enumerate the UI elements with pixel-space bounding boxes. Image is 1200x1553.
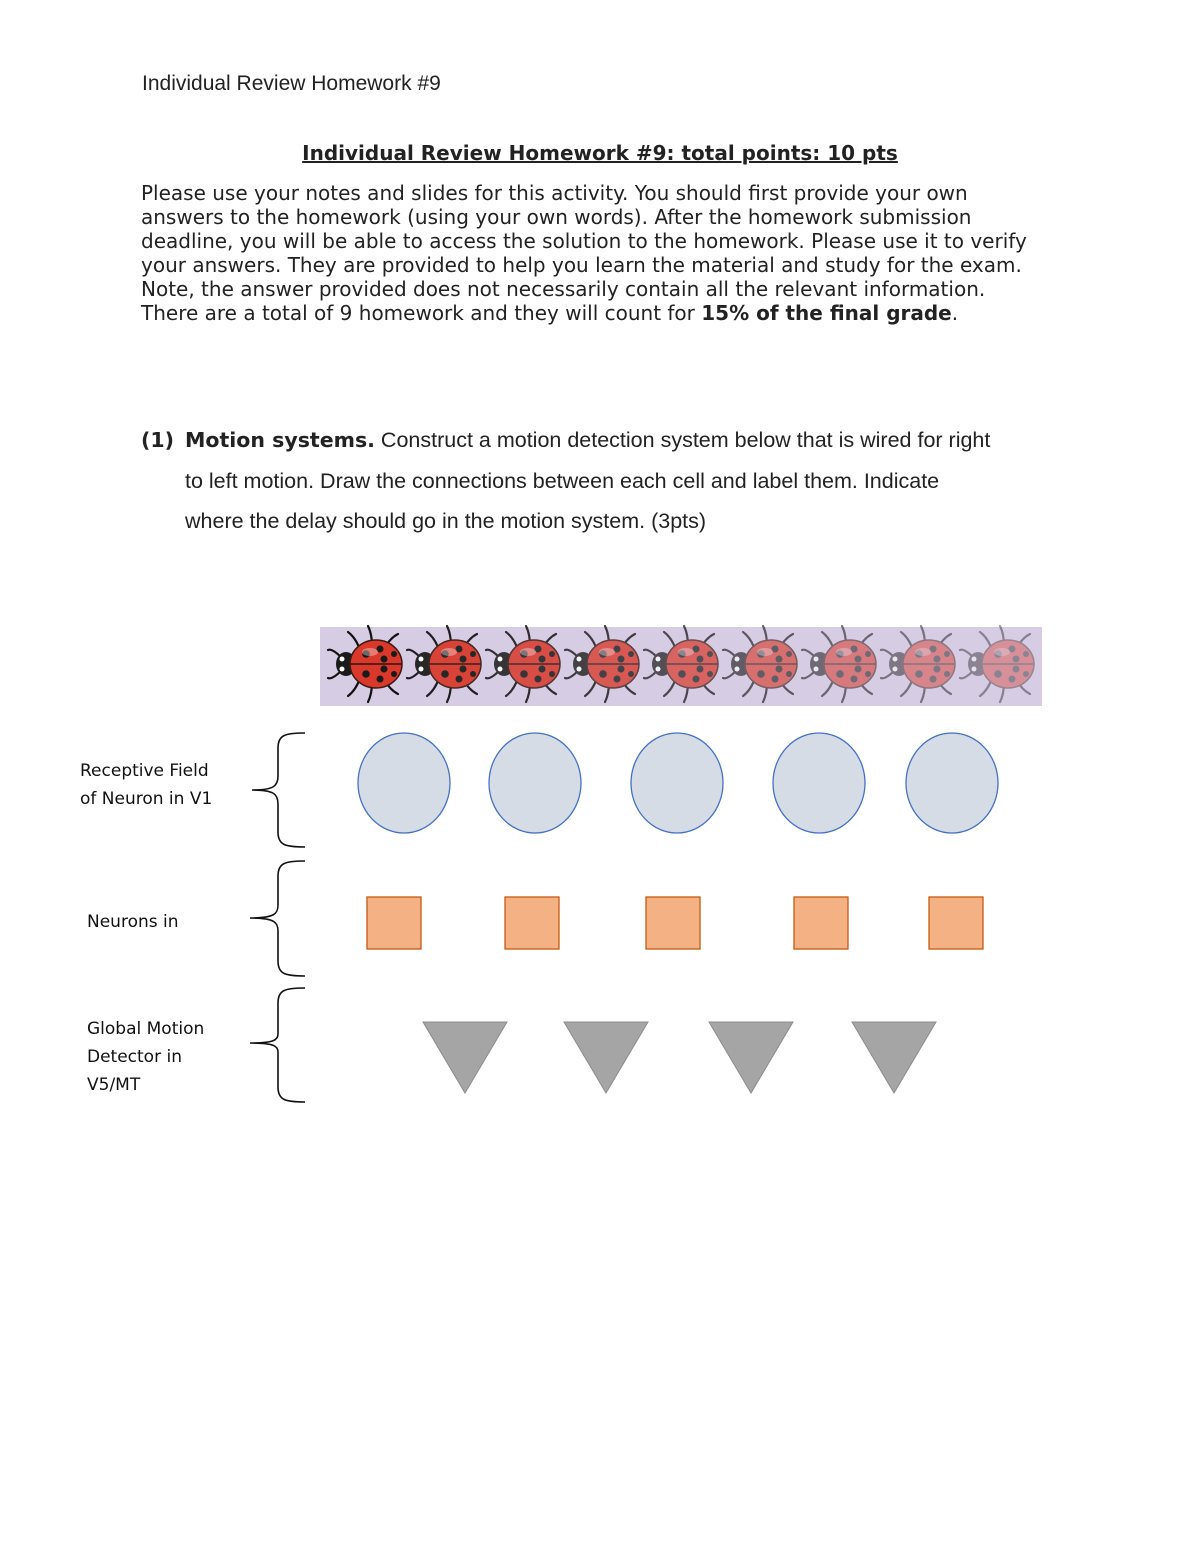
neuron-square [646,897,700,949]
label-neurons [87,908,179,936]
intro-line: deadline, you will be able to access the solution to the homework. Please use it to verify [141,229,1027,253]
motion-detector-triangle [564,1022,648,1093]
label-line: Receptive Field [80,761,209,781]
bracket-global-motion [250,988,305,1102]
label-global-motion [87,1015,204,1099]
receptive-field-circle [906,733,998,833]
bracket-receptive-field [252,733,305,847]
question-line: where the delay should go in the motion system. (3pts) [185,509,707,533]
receptive-field-circle [773,733,865,833]
question-number: (1) [141,428,175,452]
neuron-square [794,897,848,949]
global-motion-row [423,1022,936,1093]
receptive-field-row [358,733,998,833]
intro-line: your answers. They are provided to help you learn the material and study for the exam. [141,253,1022,277]
receptive-field-circle [489,733,581,833]
neuron-square [505,897,559,949]
intro-line: Please use your notes and slides for this activity. You should first provide your own [141,181,968,205]
label-line: V5/MT [87,1075,141,1095]
receptive-field-circle [358,733,450,833]
neuron-square [929,897,983,949]
page-header: Individual Review Homework #9 [142,72,441,95]
question-title: Motion systems. [185,428,375,452]
label-line: Detector in [87,1047,182,1067]
intro-grade-prefix: There are a total of 9 homework and they will count for [141,301,702,325]
label-line: Global Motion [87,1019,205,1039]
intro-grade-suffix: . [951,301,959,325]
neuron-square [367,897,421,949]
motion-detector-triangle [423,1022,507,1093]
intro-line: answers to the homework (using your own words). After the homework submission [141,205,972,229]
receptive-field-circle [631,733,723,833]
label-line: of Neuron in V1 [80,789,213,809]
intro-line: Note, the answer provided does not necessarily contain all the relevant information. [141,277,986,301]
intro-grade-bold: 15% of the final grade [701,301,952,325]
neuron-row [367,897,983,949]
question-line: to left motion. Draw the connections between each cell and label them. Indicate [185,468,940,493]
motion-detector-triangle [852,1022,936,1093]
question-line1-rest: Construct a motion detection system below that is wired for right [374,428,991,452]
label-line: Neurons in [87,912,179,932]
label-receptive-field [80,757,212,813]
homework-title-text: Individual Review Homework #9: total points: 10 pts [302,141,898,165]
bracket-neurons [250,861,305,976]
motion-detector-triangle [709,1022,793,1093]
